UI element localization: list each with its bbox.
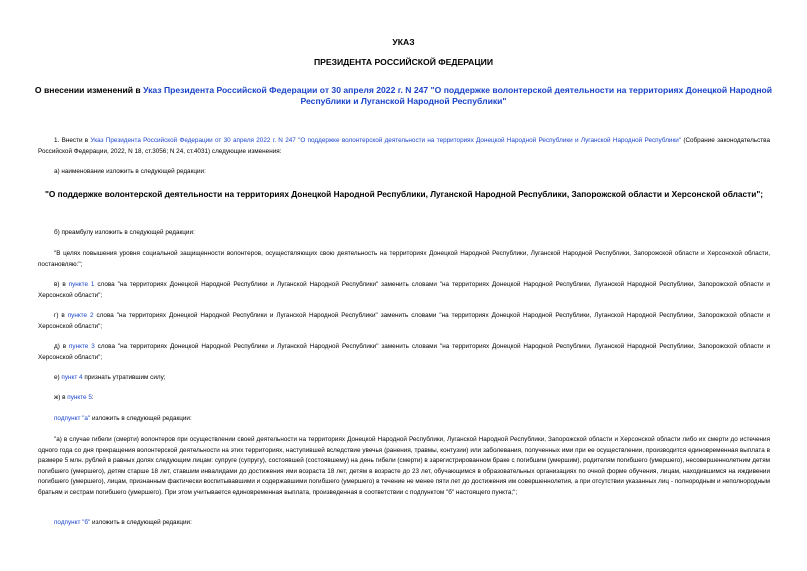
heading-decree-link[interactable]: Указ Президента Российской Федерации от 30 апреля 2022 г. N 247 "О поддержке волонтерской деятельности на территориях Донецкой Народной Республики и Луганской Народной Республики" — [143, 85, 773, 106]
p1-decree-link[interactable]: Указ Президента Российской Федерации от 30 апреля 2022 г. N 247 "О поддержке волонтерской деятельности на территориях Донецкой Народной Республики и Луганской Народной Республики" — [90, 137, 682, 144]
paragraph-zh — [38, 393, 770, 404]
point-4-link[interactable]: пункт 4 — [61, 374, 83, 381]
pza-quote-text: "а) в случае гибели (смерти) волонтеров при осуществлении своей деятельности на территориях Донецкой Народной Республики, Луганской Народной Республики, Запорожской области и Херсонской области либо их смерти до истечения одного года со дня прекращения волонтерской деятельности на этих территориях, наступившей вследствие увечья (ранения, травмы, контузии) или заболевания, полученных ими при ее осуществлении, производится единовременная выплата в размере 5 млн. рублей в равных долях следующим лицам: супруге (супругу), состоявшей (состоявшему) на день гибели (смерти) в зарегистрированном браке с погибшим (умершим), родителям погибшего (умершего), несовершеннолетним детям погибшего (умершего), детям старше 18 лет, ставшим инвалидами до достижения ими возраста 18 лет, детям в возрасте до 23 лет, обучающимся в образовательных организациях по очной форме обучения, лицам, находившимся на иждивении погибшего (умершего), лицам, признанным фактически воспитывавшими и содержавшими погибшего (умершего) в течение не менее пяти лет до достижения им совершеннолетия, а при отсутствии указанных лиц - полнородным и неполнородным братьям и сестрам погибшего (умершего). При этом учитывается единовременная выплата, произведенная в соответствии с подпунктом "б" настоящего пункта;"; — [38, 436, 770, 496]
pzb-suffix: изложить в следующей редакции: — [90, 519, 192, 526]
pv-prefix: в) в — [54, 281, 69, 288]
point-2-link[interactable]: пункте 2 — [67, 312, 94, 319]
pe-prefix: е) — [54, 374, 62, 381]
decree-subtitle: ПРЕЗИДЕНТА РОССИЙСКОЙ ФЕДЕРАЦИИ — [313, 57, 494, 67]
paragraph-1 — [38, 136, 770, 157]
pa-text: а) наименование изложить в следующей редакции: — [54, 168, 206, 175]
paragraph-d — [38, 342, 770, 363]
subpoint-a-quote — [38, 435, 770, 498]
subpoint-b-link[interactable]: подпункт "б" — [54, 519, 91, 526]
pzh-prefix: ж) в — [54, 394, 68, 401]
point-3-link[interactable]: пункте 3 — [69, 343, 95, 350]
point-1-link[interactable]: пункте 1 — [68, 281, 95, 288]
paragraph-e — [38, 373, 770, 384]
paragraph-a — [38, 167, 770, 178]
pg-suffix: слова "на территориях Донецкой Народной Республики и Луганской Народной Республики" заменить словами "на территориях Донецкой Народной Республики, Луганской Народной Республики, Запорожской области и Херсонской области"; — [38, 312, 770, 330]
pg-prefix: г) в — [54, 312, 68, 319]
p1-suffix: (Собрание законодательства Российской Федерации, 2022, N 18, ст.3056; N 24, ст.4031) следующие изменения: — [38, 137, 770, 155]
paragraph-v — [38, 280, 770, 301]
decree-title: УКАЗ — [392, 37, 415, 47]
preamble-quote — [38, 249, 770, 270]
pzh-suffix: : — [91, 394, 94, 401]
subpoint-b-line — [38, 518, 770, 529]
paragraph-b — [38, 228, 770, 239]
subpoint-a-link[interactable]: подпункт "а" — [54, 415, 91, 422]
paragraph-g — [38, 311, 770, 332]
p1-prefix: 1. Внести в — [54, 137, 91, 144]
pb-quote-text: "В целях повышения уровня социальной защищенности волонтеров, осуществляющих свою деятельность на территориях Донецкой Народной Республики, Луганской Народной Республики, Запорожской области и Херсонской области, постановляю:"; — [38, 250, 770, 268]
new-title-quote: "О поддержке волонтерской деятельности на территориях Донецкой Народной Республики, Луганской Народной Республики, Запорожской области и Херсонской области"; — [44, 189, 764, 199]
pv-suffix: слова "на территориях Донецкой Народной Республики и Луганской Народной Республики" заменить словами "на территориях Донецкой Народной Республики, Луганской Народной Республики, Запорожской области и Херсонской области"; — [38, 281, 770, 299]
heading-prefix: О внесении изменений в — [34, 85, 144, 95]
pza-suffix: изложить в следующей редакции: — [90, 415, 192, 422]
pd-prefix: д) в — [54, 343, 69, 350]
pb-text: б) преамбулу изложить в следующей редакции: — [54, 229, 195, 236]
point-5-link[interactable]: пункте 5 — [67, 394, 92, 401]
subpoint-a-line — [38, 414, 770, 425]
decree-heading — [30, 85, 777, 107]
pd-suffix: слова "на территориях Донецкой Народной Республики и Луганской Народной Республики" заменить словами "на территориях Донецкой Народной Республики, Луганской Народной Республики, Запорожской области и Херсонской области"; — [38, 343, 770, 361]
pe-suffix: признать утратившим силу; — [82, 374, 166, 381]
